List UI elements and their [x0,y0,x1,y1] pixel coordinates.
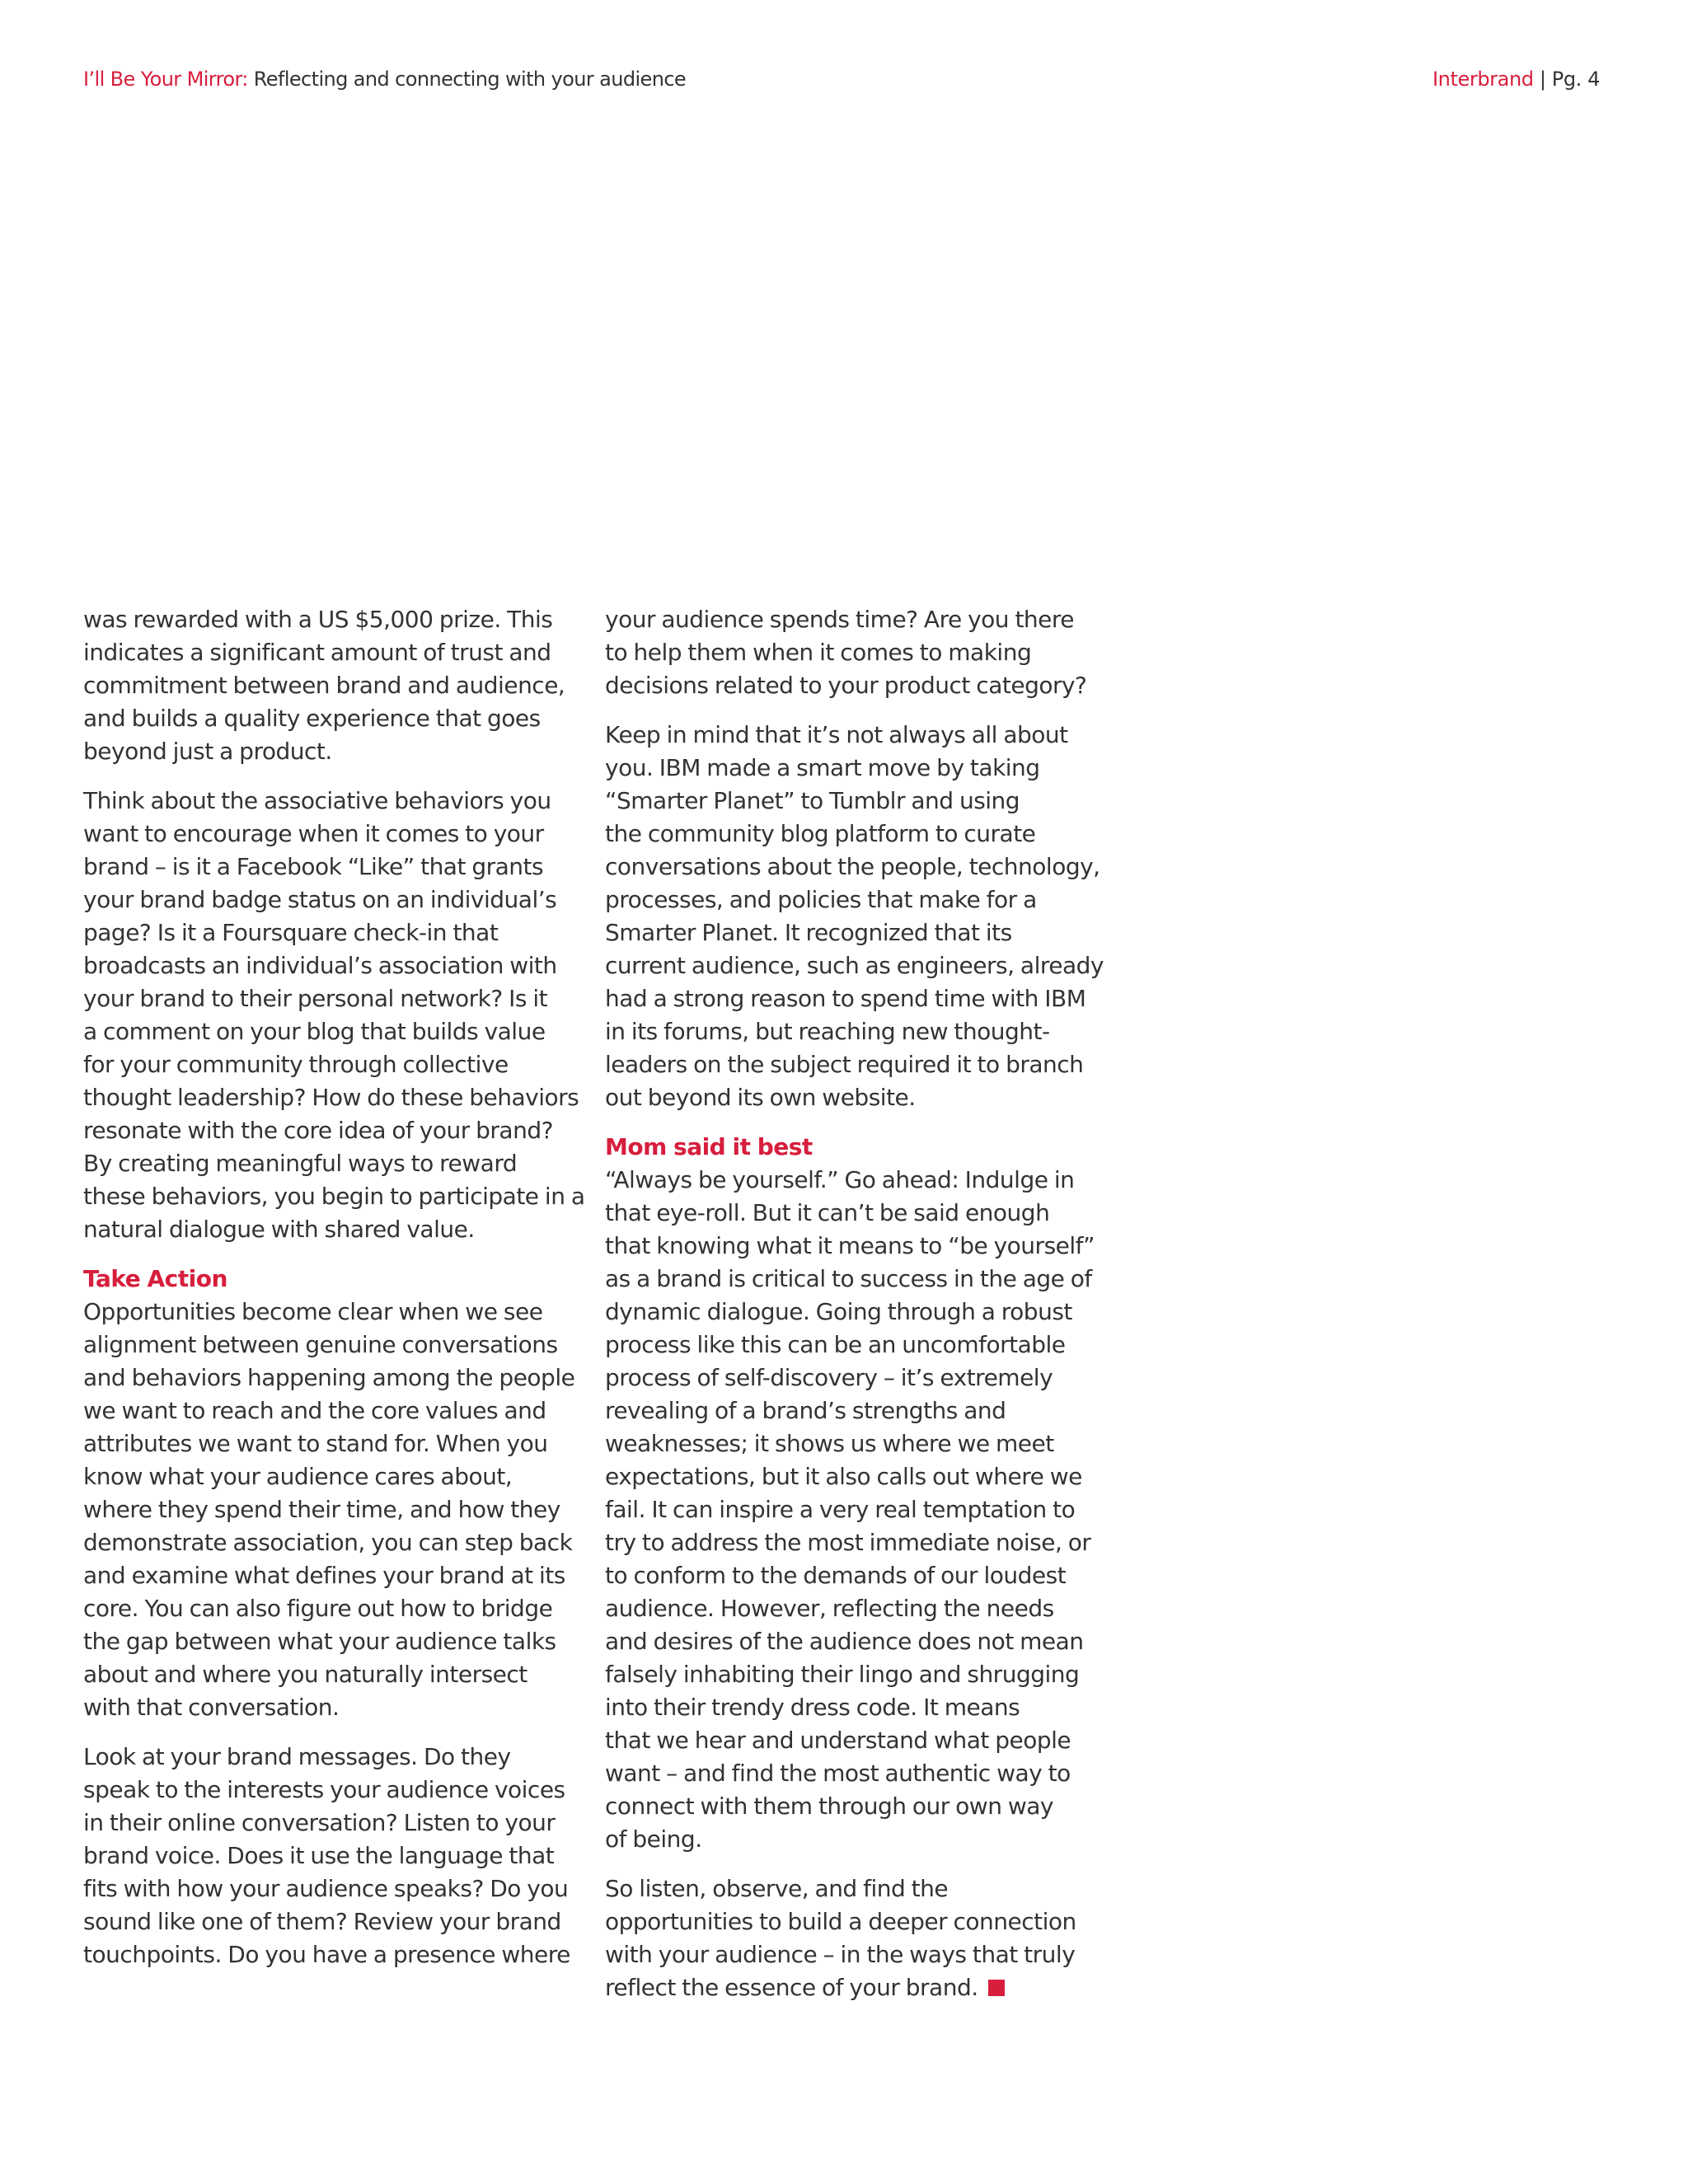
text-line: resonate with the core idea of your brand? [83,1117,553,1144]
text-line: Think about the associative behaviors you [83,787,551,814]
text-line: where they spend their time, and how they [83,1496,560,1523]
text-line: commitment between brand and audience, [83,672,565,699]
section-heading-take-action: Take Action [83,1265,227,1292]
paragraph [605,1872,1091,2004]
text-line: that eye-roll. But it can’t be said enough [605,1199,1050,1226]
text-line: core. You can also figure out how to bridge [83,1595,553,1622]
text-line: to conform to the demands of our loudest [605,1562,1067,1589]
text-line: with your audience – in the ways that truly [605,1941,1076,1968]
text-line: audience. However, reflecting the needs [605,1595,1054,1622]
document-title-accent: I’ll Be Your Mirror: [83,68,248,91]
text-line: expectations, but it also calls out where we [605,1463,1082,1490]
page-number: Pg. 4 [1551,68,1600,91]
text-line: connect with them through our own way [605,1793,1053,1820]
text-line: process like this can be an uncomfortable [605,1331,1066,1358]
text-line: speak to the interests your audience voices [83,1776,565,1803]
text-line: attributes we want to stand for. When you [83,1430,548,1457]
text-line: fail. It can inspire a very real temptation to [605,1496,1076,1523]
text-line: “Smarter Planet” to Tumblr and using [605,787,1020,814]
text-line: By creating meaningful ways to reward [83,1150,518,1177]
text-line: Look at your brand messages. Do they [83,1743,511,1770]
paragraph [83,1741,570,1971]
text-line: had a strong reason to spend time with IBM [605,985,1086,1012]
text-line: the community blog platform to curate [605,820,1036,847]
text-line: So listen, observe, and find the [605,1875,949,1902]
text-line: touchpoints. Do you have a presence where [83,1941,570,1968]
text-line: the gap between what your audience talks [83,1628,556,1655]
text-line: alignment between genuine conversations [83,1331,558,1358]
text-line: and builds a quality experience that goes [83,705,541,732]
end-of-article-mark [988,1980,1005,1996]
text-line: in its forums, but reaching new thought- [605,1018,1050,1045]
text-line: opportunities to build a deeper connection [605,1908,1076,1935]
text-line: you. IBM made a smart move by taking [605,754,1040,781]
paragraph [605,1164,1095,1856]
text-line: try to address the most immediate noise, or [605,1529,1091,1556]
text-line: thought leadership? How do these behaviors [83,1084,579,1111]
text-line: process of self-discovery – it’s extremely [605,1364,1053,1391]
text-line: decisions related to your product category? [605,672,1087,699]
paragraph [605,719,1104,1114]
document-title-subtitle: Reflecting and connecting with your audience [247,68,687,91]
text-line: and desires of the audience does not mean [605,1628,1084,1655]
page-indicator [1432,63,1600,96]
text-line: we want to reach and the core values and [83,1397,546,1424]
text-line: processes, and policies that make for a [605,886,1037,913]
section-heading-mom-said-it-best: Mom said it best [605,1133,813,1160]
text-line: your brand to their personal network? Is it [83,985,548,1012]
text-line: these behaviors, you begin to participate in a [83,1183,585,1210]
running-header [83,63,1600,96]
brand-name: Interbrand [1432,68,1534,91]
paragraph [83,785,585,1246]
text-line: Smarter Planet. It recognized that its [605,919,1012,946]
text-line: into their trendy dress code. It means [605,1694,1020,1721]
text-line: and behaviors happening among the people [83,1364,575,1391]
text-line: your brand badge status on an individual’s [83,886,557,913]
paragraph [605,603,1091,702]
text-line: sound like one of them? Review your brand [83,1908,561,1935]
text-line: fits with how your audience speaks? Do you [83,1875,569,1902]
text-line: beyond just a product. [83,738,332,765]
text-line: a comment on your blog that builds value [83,1018,546,1045]
text-line: brand voice. Does it use the language that [83,1842,555,1869]
text-line: as a brand is critical to success in the age of [605,1265,1092,1292]
text-line: conversations about the people, technology, [605,853,1100,880]
text-line: Opportunities become clear when we see [83,1298,543,1325]
text-line: current audience, such as engineers, already [605,952,1104,979]
text-line: with that conversation. [83,1694,340,1721]
text-line: weaknesses; it shows us where we meet [605,1430,1054,1457]
text-line: that we hear and understand what people [605,1727,1071,1754]
right-column [605,603,1104,2004]
text-line: of being. [605,1825,702,1853]
text-line: brand – is it a Facebook “Like” that grants [83,853,544,880]
text-line: indicates a significant amount of trust and [83,639,551,666]
text-line: falsely inhabiting their lingo and shrugging [605,1661,1080,1688]
document-title [83,63,686,96]
header-separator: | [1533,68,1552,91]
text-line: want – and find the most authentic way to [605,1760,1071,1787]
text-line: that knowing what it means to “be yourself” [605,1232,1095,1259]
paragraph [83,1296,575,1724]
text-line: your audience spends time? Are you there [605,606,1075,633]
text-line: demonstrate association, you can step back [83,1529,573,1556]
text-line: was rewarded with a US $5,000 prize. This [83,606,553,633]
text-line: know what your audience cares about, [83,1463,513,1490]
text-line: page? Is it a Foursquare check-in that [83,919,499,946]
text-line: reflect the essence of your brand. [605,1971,1091,2004]
text-line: revealing of a brand’s strengths and [605,1397,1006,1424]
text-line: and examine what defines your brand at its [83,1562,565,1589]
text-line: broadcasts an individual’s association with [83,952,557,979]
text-line: leaders on the subject required it to branch [605,1051,1084,1078]
text-line: want to encourage when it comes to your [83,820,544,847]
left-column [83,603,585,1971]
text-line: for your community through collective [83,1051,509,1078]
text-line: in their online conversation? Listen to your [83,1809,556,1836]
text-line: dynamic dialogue. Going through a robust [605,1298,1072,1325]
paragraph [83,603,570,768]
text-line: to help them when it comes to making [605,639,1032,666]
text-line: out beyond its own website. [605,1084,916,1111]
text-line: about and where you naturally intersect [83,1661,528,1688]
text-line: Keep in mind that it’s not always all about [605,721,1068,748]
text-line: “Always be yourself.” Go ahead: Indulge in [605,1166,1075,1193]
text-line: natural dialogue with shared value. [83,1216,475,1243]
